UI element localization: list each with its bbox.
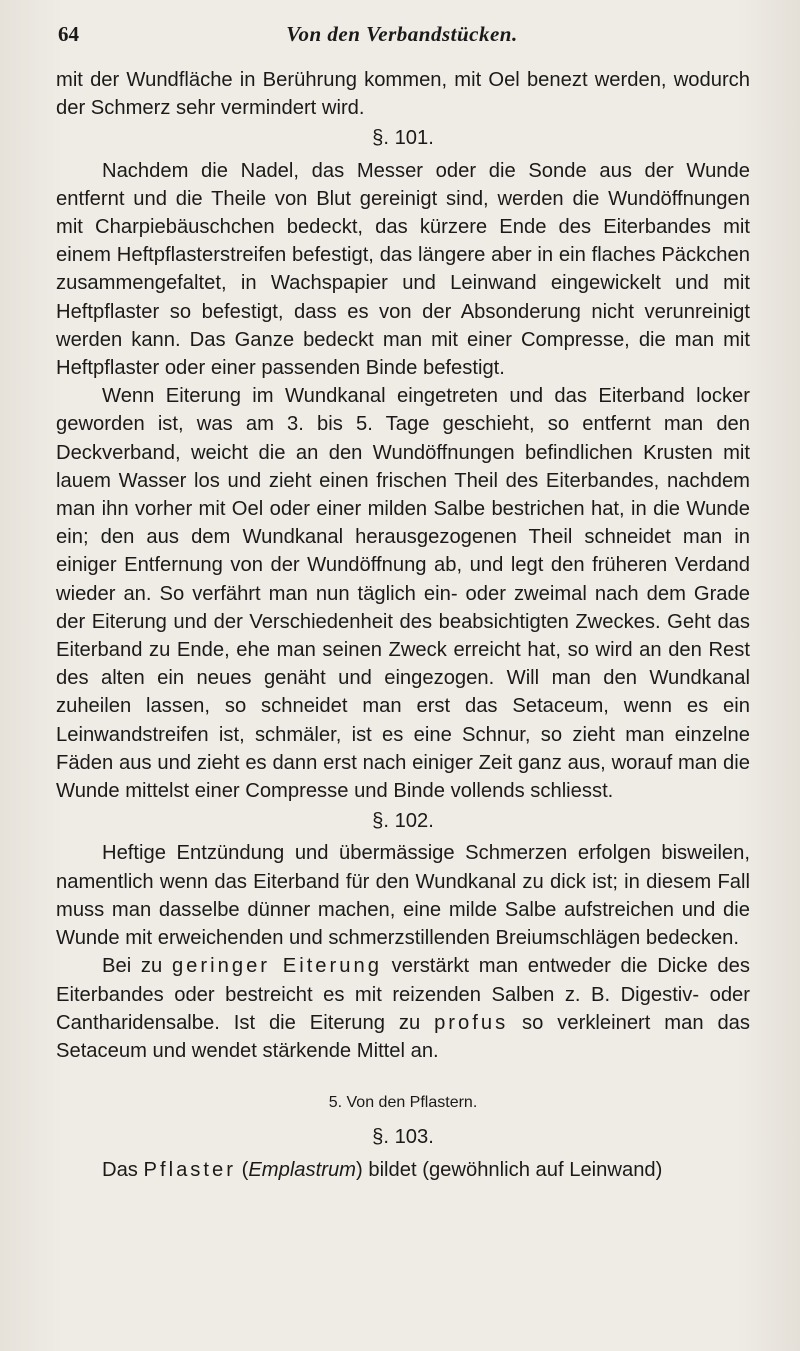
paragraph: [56, 952, 750, 1065]
paragraph: Nachdem die Nadel, das Messer oder die Sonde aus der Wunde entfernt und die Theile von Blut gereinigt sind, werden die Wundöffnungen mit Charpiebäuschchen bedeckt, das kürzere Ende des Eiterbandes mit einem Heftpflasterstreifen befestigt, das längere aber in ein flaches Päckchen zusammengefaltet, in Wachspapier und Leinwand eingewickelt und mit Heftpflaster so befestigt, dass es von der Absonderung nicht verunreinigt werden kann. Das Ganze bedeckt man mit einer Compresse, die man mit Heftpflaster oder einer passenden Binde befestigt.: [56, 159, 750, 380]
paragraph: Heftige Entzündung und übermässige Schmerzen erfolgen bisweilen, namentlich wenn das Eiterband für den Wundkanal zu dick ist; in diesem Fall muss man dasselbe dünner machen, eine milde Salbe aufstreichen und die Wunde mit erweichenden und schmerzstillenden Breiumschlägen bedecken.: [56, 842, 750, 950]
running-title: Von den Verbandstücken.: [286, 22, 518, 46]
emphasis-italic: Emplastrum: [248, 1158, 357, 1181]
emphasis-spaced: profus: [434, 1011, 509, 1034]
body-text: [44, 66, 760, 1184]
text-run: ) bildet (gewöhnlich auf Leinwand): [356, 1158, 663, 1181]
text-run: so verkleinert man das Setaceum und wendet stärkende Mittel an.: [56, 1011, 750, 1062]
text-run: Bei zu: [102, 955, 172, 978]
paragraph-continued: mit der Wundfläche in Berührung kommen, mit Oel benezt werden, wodurch der Schmerz sehr vermindert wird.: [56, 69, 750, 120]
text-run: verstärkt man entweder die Dicke des Eiterbandes oder bestreicht es mit reizenden Salben z. B. Digestiv- oder Cantharidensalbe. Ist die Eiterung zu: [56, 955, 750, 1034]
running-head: [44, 22, 760, 54]
emphasis-spaced: geringer Eiterung: [171, 955, 382, 978]
section-heading-101: §. 101.: [372, 127, 434, 150]
chapter-heading: 5. Von den Pflastern.: [328, 1094, 478, 1112]
emphasis-spaced: Pflaster: [143, 1158, 236, 1181]
paragraph: [56, 1156, 750, 1184]
section-heading-102: §. 102.: [372, 810, 434, 833]
page-number: 64: [58, 22, 79, 46]
text-run: Das: [102, 1158, 144, 1181]
paragraph: Wenn Eiterung im Wundkanal eingetreten und das Eiterband locker geworden ist, was am 3. bis 5. Tage geschieht, so entfernt man den Deckverband, weicht die an den Wundöffnungen befindlichen Krusten mit lauem Wasser los und zieht einen frischen Theil des Eiterbandes, nachdem man ihn vorher mit Oel oder einer milden Salbe bestrichen hat, in die Wunde ein; den aus dem Wundkanal herausgezogenen Theil schneidet man in einiger Entfernung von der Wundöffnung ab, und legt den früheren Verdand wieder an. So verfährt man nun täglich ein- oder zweimal nach dem Grade der Eiterung und der Verschiedenheit des beabsichtigten Zweckes. Geht das Eiterband zu Ende, ehe man seinen Zweck erreicht hat, so wird an den Rest des alten ein neues genäht und eingezogen. Will man den Wundkanal zuheilen lassen, so schneidet man erst das Setaceum, wenn es ein Leinwandstreifen ist, schmäler, ist es eine Schnur, so zieht man einzelne Fäden aus und zieht es dann erst nach einiger Zeit ganz aus, worauf man die Wunde mittelst einer Compresse und Binde vollends schliesst.: [56, 385, 750, 803]
text-run: (: [235, 1158, 249, 1181]
section-heading-103: §. 103.: [372, 1126, 434, 1149]
